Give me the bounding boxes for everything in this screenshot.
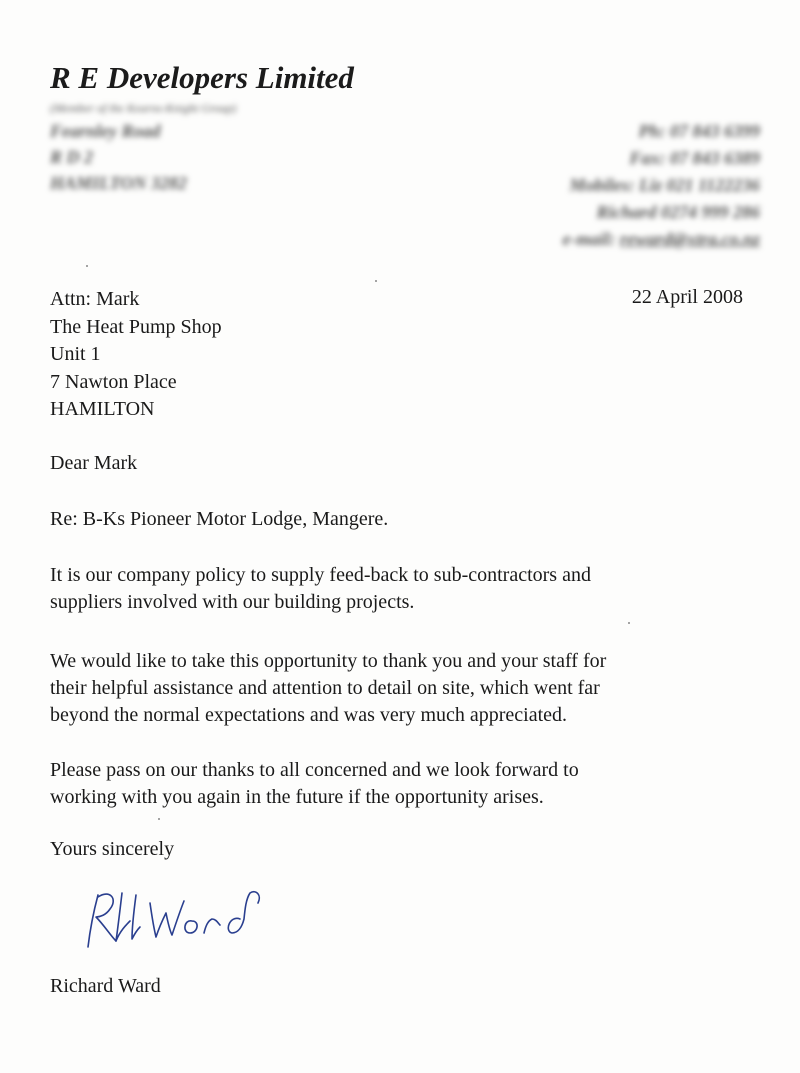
body-paragraph	[50, 562, 750, 616]
contact-value: 0274 999 286	[661, 202, 760, 222]
company-name: R E Developers Limited	[50, 60, 354, 95]
contact-line	[440, 118, 760, 145]
signature-image	[80, 885, 280, 955]
signature-stroke	[228, 892, 259, 933]
contact-label: e-mail:	[562, 229, 616, 249]
recipient-line: Unit 1	[50, 343, 101, 365]
contact-value: 07 843 6389	[670, 148, 760, 168]
contact-label: Mobiles:	[569, 175, 635, 195]
body-paragraph	[50, 648, 750, 729]
signer-name: Richard Ward	[50, 975, 161, 997]
signature-stroke	[116, 893, 130, 941]
contact-line	[440, 199, 760, 226]
contact-label: Ph:	[638, 121, 666, 141]
contact-line	[440, 145, 760, 172]
recipient-line: The Heat Pump Shop	[50, 315, 222, 338]
address-line: HAMILTON 3282	[50, 173, 187, 193]
contact-value: Liz 021 1122236	[638, 175, 760, 195]
signature-stroke	[96, 894, 116, 941]
scan-speck	[628, 622, 630, 624]
body-line: their helpful assistance and attention to detail on site, which went far	[50, 677, 600, 699]
contact-label: Richard	[596, 202, 657, 222]
closing: Yours sincerely	[50, 838, 175, 860]
scan-speck	[375, 280, 377, 282]
body-line: Please pass on our thanks to all concerned and we look forward to	[50, 759, 579, 781]
signature-stroke	[150, 901, 184, 937]
signature-stroke	[204, 919, 220, 933]
body-line: beyond the normal expectations and was very much appreciated.	[50, 704, 568, 726]
letterhead-address	[50, 98, 350, 196]
signature-stroke	[185, 921, 197, 933]
recipient-address	[50, 286, 222, 424]
body-line: We would like to take this opportunity to thank you and your staff for	[50, 650, 607, 672]
recipient-line: HAMILTON	[50, 398, 155, 420]
contact-line	[440, 226, 760, 253]
body-line: working with you again in the future if the opportunity arises.	[50, 786, 544, 808]
email-link: reward@xtra.co.nz	[620, 229, 760, 249]
contact-line	[440, 172, 760, 199]
address-line: R D 2	[50, 147, 94, 167]
scan-speck	[86, 265, 88, 267]
recipient-line: Attn: Mark	[50, 288, 140, 310]
signature-stroke	[132, 895, 140, 939]
letterhead-contacts	[440, 118, 760, 253]
scan-speck	[158, 818, 160, 820]
body-line: suppliers involved with our building projects.	[50, 591, 415, 613]
contact-label: Fax:	[629, 148, 666, 168]
subject-line: Re: B-Ks Pioneer Motor Lodge, Mangere.	[50, 508, 389, 530]
signature-stroke	[88, 895, 98, 947]
address-line: (Member of the Kearns-Knight Group)	[50, 101, 237, 115]
body-paragraph	[50, 757, 750, 811]
address-line: Fearnley Road	[50, 121, 161, 141]
salutation: Dear Mark	[50, 452, 138, 474]
recipient-line: 7 Nawton Place	[50, 370, 177, 393]
body-line: It is our company policy to supply feed-back to sub-contractors and	[50, 564, 591, 586]
contact-value: 07 843 6399	[670, 121, 760, 141]
letter-date: 22 April 2008	[631, 286, 743, 308]
